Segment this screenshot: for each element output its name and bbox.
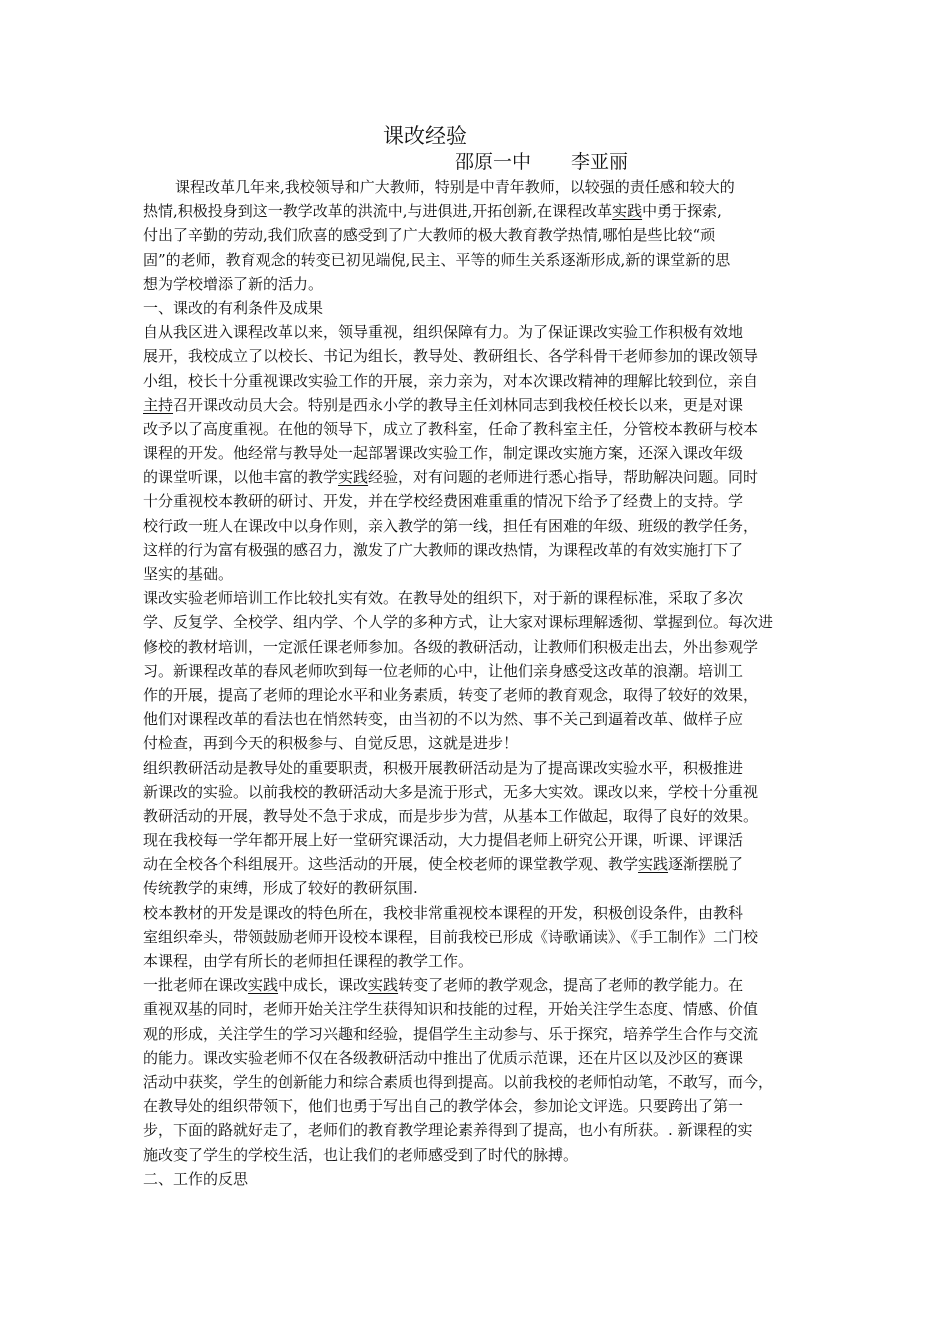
line-text: 自从我区进入课程改革以来，领导重视，组织保障有力。为了保证课改实验工作积极有效地 (143, 323, 744, 342)
underlined-term-link[interactable]: 实践 (248, 976, 279, 995)
underlined-term-link[interactable]: 实践 (612, 202, 643, 221)
text-line (143, 901, 808, 925)
text-line (143, 296, 808, 320)
line-text: 作的开展，提高了老师的理论水平和业务素质，转变了老师的教育观念，取得了较好的效果， (143, 685, 759, 704)
text-line (143, 223, 808, 247)
author-name: 李亚丽 (571, 151, 629, 173)
text-line (143, 272, 808, 296)
line-text: 一、课改的有利条件及成果 (143, 298, 324, 317)
text-line (143, 804, 808, 828)
line-text: 步，下面的路就好走了，老师们的教育教学理论素养得到了提高，也小有所获。. 新课程的实 (143, 1121, 753, 1140)
author-line (455, 150, 628, 174)
line-text: 校行政一班人在课改中以身作则，亲入教学的第一线，担任有困难的年级、班级的教学任务， (143, 516, 759, 535)
line-text: 付出了辛勤的劳动,我们欣喜的感受到了广大教师的极大教育教学热情,哪怕是些比较“顽 (143, 226, 716, 245)
line-text: 校本教材的开发是课改的特色所在，我校非常重视校本课程的开发，积极创设条件，由教科 (143, 903, 744, 922)
underlined-term-link[interactable]: 实践 (368, 976, 399, 995)
line-text: 在教导处的组织带领下，他们也勇于写出自己的教学体会，参加论文评选。只要跨出了第一 (143, 1097, 744, 1116)
line-text: 改予以了高度重视。在他的领导下，成立了教科室，任命了教科室主任，分管校本教研与校本 (143, 419, 759, 438)
text-line (143, 441, 808, 465)
line-text: 课改实验老师培训工作比较扎实有效。在教导处的组织下，对于新的课程标准，采取了多次 (143, 589, 744, 608)
text-line (143, 344, 808, 368)
text-line (143, 1046, 808, 1070)
line-text: 十分重视校本教研的研讨、开发，并在学校经费困难重重的情况下给予了经费上的支持。学 (143, 492, 744, 511)
text-line (143, 1070, 808, 1094)
text-line (143, 199, 808, 223)
text-line (143, 1143, 808, 1167)
line-text: 习。新课程改革的春风老师吹到每一位老师的心中，让他们亲身感受这改革的浪潮。培训工 (143, 661, 744, 680)
text-line (143, 562, 808, 586)
line-text: 观的形成，关注学生的学习兴趣和经验，提倡学生主动参与、乐于探究，培养学生合作与交流 (143, 1024, 759, 1043)
line-text: 现在我校每一学年都开展上好一堂研究课活动，大力提倡老师上研究公开课，听课、评课活 (143, 831, 744, 850)
line-text: 小组，校长十分重视课改实验工作的开展，亲力亲为，对本次课改精神的理解比较到位，亲自 (143, 371, 759, 390)
line-text: 室组织牵头，带领鼓励老师开设校本课程，目前我校已形成《诗歌诵读》、《手工制作》二门校 (143, 927, 759, 946)
line-text: 学、反复学、全校学、组内学、个人学的多种方式，让大家对课标理解透彻、掌握到位。每次进 (143, 613, 774, 632)
line-text: 固”的老师，教育观念的转变已初见端倪,民主、平等的师生关系逐渐形成,新的课堂新的思 (143, 250, 731, 269)
line-text: 组织教研活动是教导处的重要职责，积极开展教研活动是为了提高课改实验水平，积极推进 (143, 758, 744, 777)
text-line (143, 1094, 808, 1118)
text-line (143, 973, 808, 997)
text-line (143, 852, 808, 876)
line-text: 教研活动的开展，教导处不急于求成，而是步步为营，从基本工作做起，取得了良好的效果。 (143, 806, 759, 825)
text-line (143, 417, 808, 441)
text-line (143, 707, 808, 731)
underlined-term-link[interactable]: 实践 (338, 468, 369, 487)
line-text: 课程的开发。他经常与教导处一起部署课改实验工作，制定课改实施方案，还深入课改年级 (143, 444, 744, 463)
line-text: 转变了老师的教学观念，提高了老师的教学能力。在 (398, 976, 744, 995)
text-line (143, 1022, 808, 1046)
text-line (143, 731, 808, 755)
line-text: 传统教学的束缚，形成了较好的教研氛围. (143, 879, 418, 898)
underlined-term-link[interactable]: 实践 (638, 855, 669, 874)
line-text: 新课改的实验。以前我校的教研活动大多是流于形式，无多大实效。课改以来，学校十分重视 (143, 782, 759, 801)
line-text: 付检查，再到今天的积极参与、自觉反思，这就是进步！ (143, 734, 519, 753)
text-line (143, 635, 808, 659)
line-text: 坚实的基础。 (143, 565, 234, 583)
text-line (143, 393, 808, 417)
line-text: 经验，对有问题的老师进行悉心指导，帮助解决问题。同时 (368, 468, 759, 487)
underlined-term-link[interactable]: 主持 (143, 395, 174, 414)
line-text: 课程改革几年来,我校领导和广大教师，特别是中青年教师，以较强的责任感和较大的 (175, 178, 735, 196)
text-line (143, 997, 808, 1021)
line-text: 修校的教材培训，一定派任课老师参加。各级的教研活动，让教师们积极走出去，外出参观学 (143, 637, 759, 656)
document-body (143, 175, 808, 1191)
line-text: 想为学校增添了新的活力。 (143, 274, 324, 293)
text-line (143, 175, 808, 199)
text-line (143, 949, 808, 973)
line-text: 二、工作的反思 (143, 1169, 249, 1188)
text-line (143, 925, 808, 949)
text-line (143, 514, 808, 538)
line-text: 逐渐摆脱了 (668, 855, 744, 874)
text-line (143, 828, 808, 852)
text-line (143, 369, 808, 393)
text-line (143, 248, 808, 272)
line-text: 的课堂听课，以他丰富的教学 (143, 468, 339, 487)
line-text: 这样的行为富有极强的感召力，激发了广大教师的课改热情，为课程改革的有效实施打下了 (143, 540, 744, 559)
text-line (143, 610, 808, 634)
line-text: 热情,积极投身到这一教学改革的洪流中,与进俱进,开拓创新,在课程改革 (143, 202, 613, 221)
line-text: 活动中获奖，学生的创新能力和综合素质也得到提高。以前我校的老师怕动笔，不敢写，而今， (143, 1072, 774, 1091)
text-line (143, 489, 808, 513)
text-line (143, 1167, 808, 1191)
line-text: 中勇于探索, (642, 202, 722, 221)
text-line (143, 683, 808, 707)
text-line (143, 538, 808, 562)
text-line (143, 1118, 808, 1142)
line-text: 施改变了学生的学校生活，也让我们的老师感受到了时代的脉搏。 (143, 1145, 579, 1164)
line-text: 召开课改动员大会。特别是西永小学的教导主任刘林同志到我校任校长以来，更是对课 (173, 395, 744, 414)
line-text: 一批老师在课改 (143, 976, 249, 995)
line-text: 展开，我校成立了以校长、书记为组长，教导处、教研组长、各学科骨干老师参加的课改领导 (143, 347, 759, 366)
line-text: 本课程，由学有所长的老师担任课程的教学工作。 (143, 952, 474, 970)
text-line (143, 659, 808, 683)
text-line (143, 876, 808, 900)
text-line (143, 780, 808, 804)
line-text: 动在全校各个科组展开。这些活动的开展，使全校老师的课堂教学观、教学 (143, 855, 639, 874)
line-text: 中成长，课改 (278, 976, 369, 995)
line-text: 他们对课程改革的看法也在悄然转变，由当初的不以为然、事不关己到逼着改革、做样子应 (143, 710, 744, 729)
line-text: 重视双基的同时，老师开始关注学生获得知识和技能的过程，开始关注学生态度、情感、价值 (143, 1000, 759, 1019)
line-text: 的能力。课改实验老师不仅在各级教研活动中推出了优质示范课，还在片区以及沙区的赛课 (143, 1048, 744, 1067)
text-line (143, 586, 808, 610)
text-line (143, 465, 808, 489)
text-line (143, 320, 808, 344)
document-title: 课改经验 (383, 124, 467, 148)
author-school: 邵原一中 (455, 151, 532, 173)
text-line (143, 756, 808, 780)
